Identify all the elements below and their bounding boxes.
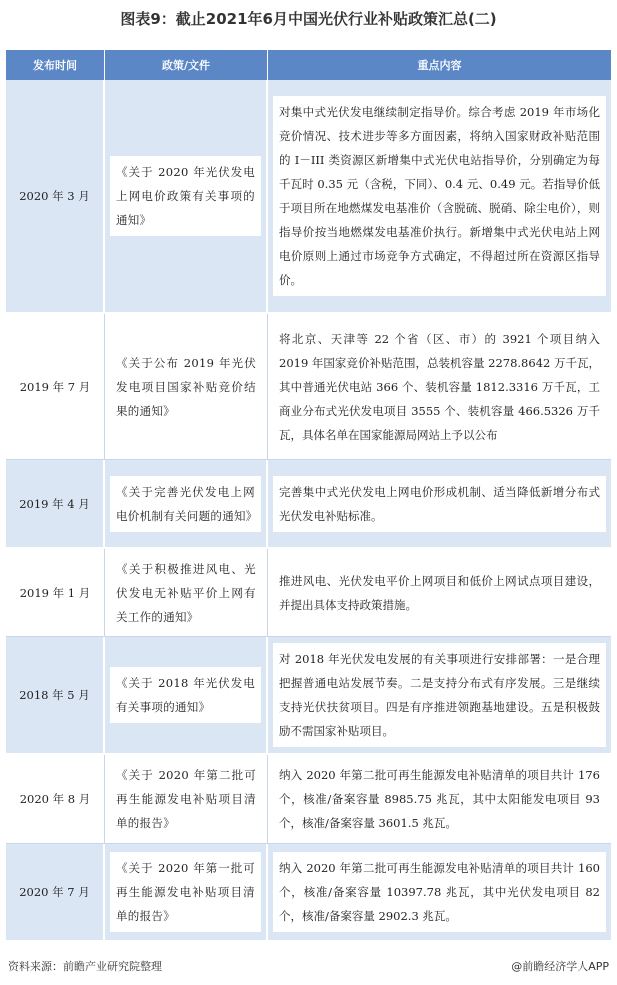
table-row <box>6 80 611 314</box>
row-date: 2018 年 5 月 <box>6 637 105 755</box>
table-row <box>6 844 611 942</box>
row-content: 完善集中式光伏发电上网电价形成机制、适当降低新增分布式光伏发电补贴标准。 <box>273 476 606 532</box>
row-content: 对 2018 年光伏发电发展的有关事项进行安排部署：一是合理把握普通电站发展节奏。二是支持分布式有序发展。三是继续支持光伏扶贫项目。四是有序推进领跑基地建设。五是积极鼓励不需国家补贴项目。 <box>273 643 606 747</box>
table-header-row <box>6 50 611 80</box>
row-date: 2019 年 4 月 <box>6 460 105 549</box>
row-date: 2019 年 1 月 <box>6 549 105 637</box>
table-row <box>6 549 611 637</box>
row-content: 将北京、天津等 22 个省（区、市）的 3921 个项目纳入 2019 年国家竞价补贴范围，总装机容量 2278.8642 万千瓦，其中普通光伏电站 366 个、装机容量 1812.3316 万千瓦，工商业分布式光伏发电项目 3555 个、装机容量 466.5326 万千瓦，具体名单在国家能源局网站上予以公布 <box>273 323 606 451</box>
row-content: 对集中式光伏发电继续制定指导价。综合考虑 2019 年市场化竞价情况、技术进步等多方面因素，将纳入国家财政补贴范围的 I－III 类资源区新增集中式光伏电站指导价，分别确定为每千瓦时 0.35 元（含税，下同）、0.4 元、0.49 元。若指导价低于项目所在地燃煤发电基准价（含脱硫、脱硝、除尘电价），则指导价按当地燃煤发电基准价执行。新增集中式光伏电站上网电价原则上通过市场竞争方式确定，不得超过所在资源区指导价。 <box>273 96 606 296</box>
row-policy: 《关于 2018 年光伏发电有关事项的通知》 <box>110 667 261 723</box>
row-policy: 《关于公布 2019 年光伏发电项目国家补贴竞价结果的通知》 <box>110 347 262 427</box>
header-date: 发布时间 <box>6 50 105 80</box>
header-policy: 政策/文件 <box>105 50 268 80</box>
row-date: 2020 年 7 月 <box>6 844 105 942</box>
row-policy: 《关于 2020 年第二批可再生能源发电补贴项目清单的报告》 <box>110 759 262 839</box>
row-content: 纳入 2020 年第二批可再生能源发电补贴清单的项目共计 160 个，核准/备案容量 10397.78 兆瓦，其中光伏发电项目 82 个，核准/备案容量 2902.3 兆瓦。 <box>273 852 606 932</box>
row-policy: 《关于 2020 年光伏发电上网电价政策有关事项的通知》 <box>110 156 261 236</box>
row-date: 2020 年 8 月 <box>6 755 105 844</box>
table-row <box>6 314 611 460</box>
header-content: 重点内容 <box>268 50 611 80</box>
row-policy: 《关于积极推进风电、光伏发电无补贴平价上网有关工作的通知》 <box>110 553 262 633</box>
row-date: 2019 年 7 月 <box>6 314 105 460</box>
table-row <box>6 637 611 755</box>
table-row <box>6 755 611 844</box>
policy-table <box>6 50 611 942</box>
row-date: 2020 年 3 月 <box>6 80 105 314</box>
brand-credit: @前瞻经济学人APP <box>511 960 609 973</box>
page-title: 图表9：截止2021年6月中国光伏行业补贴政策汇总(二) <box>120 10 497 28</box>
row-content: 推进风电、光伏发电平价上网项目和低价上网试点项目建设，并提出具体支持政策措施。 <box>273 565 606 621</box>
row-policy: 《关于 2020 年第一批可再生能源发电补贴项目清单的报告》 <box>110 852 261 932</box>
source-note: 资料来源：前瞻产业研究院整理 <box>8 960 162 973</box>
row-content: 纳入 2020 年第二批可再生能源发电补贴清单的项目共计 176 个，核准/备案容量 8985.75 兆瓦，其中太阳能发电项目 93 个，核准/备案容量 3601.5 兆瓦。 <box>273 759 606 839</box>
row-policy: 《关于完善光伏发电上网电价机制有关问题的通知》 <box>110 476 261 532</box>
table-row <box>6 460 611 549</box>
